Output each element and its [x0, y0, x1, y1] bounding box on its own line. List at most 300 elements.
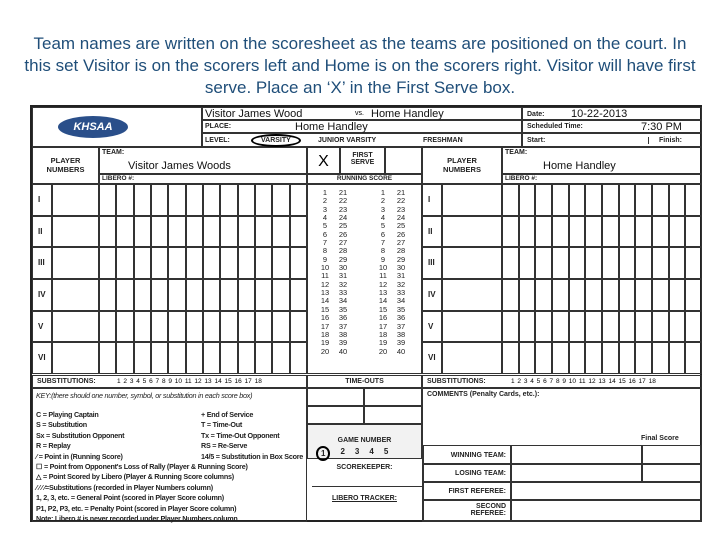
score-box[interactable] — [186, 216, 203, 248]
score-box[interactable] — [602, 279, 619, 311]
key-line: C = Playing Captain — [36, 410, 99, 419]
score-box[interactable] — [652, 342, 669, 374]
score-box[interactable] — [151, 279, 168, 311]
running-score-number[interactable]: 7 — [380, 238, 386, 248]
score-box[interactable] — [585, 216, 602, 248]
score-box[interactable] — [669, 311, 686, 343]
running-score-number[interactable]: 21 — [338, 188, 348, 197]
score-box[interactable] — [519, 184, 536, 216]
game-number-label: GAME NUMBER — [337, 437, 392, 444]
score-box[interactable] — [635, 216, 652, 248]
score-box[interactable] — [685, 247, 702, 279]
right-rotation-II: II — [422, 216, 442, 248]
score-box[interactable] — [116, 184, 133, 216]
first-referee-field[interactable] — [511, 482, 701, 500]
score-box[interactable] — [552, 342, 569, 374]
running-score-number[interactable]: 24 — [338, 213, 348, 223]
score-box[interactable] — [290, 216, 307, 248]
level-freshman[interactable]: FRESHMAN — [423, 137, 463, 144]
running-score-number[interactable]: 29 — [396, 254, 406, 264]
running-score-number[interactable]: 38 — [396, 329, 406, 339]
scheduled-time-value[interactable]: 7:30 PM — [641, 121, 682, 133]
score-box[interactable] — [535, 279, 552, 311]
right-player-number-cell[interactable] — [442, 342, 502, 374]
running-score-number[interactable]: 40 — [338, 346, 348, 356]
score-box[interactable] — [99, 311, 116, 343]
place-row — [202, 120, 522, 133]
score-box[interactable] — [186, 342, 203, 374]
score-box[interactable] — [134, 311, 151, 343]
running-score-number[interactable]: 18 — [378, 329, 388, 339]
score-box[interactable] — [272, 279, 289, 311]
running-score-number[interactable]: 2 — [322, 196, 328, 206]
score-box[interactable] — [502, 247, 519, 279]
running-score-number[interactable]: 16 — [320, 313, 330, 323]
first-serve-mark[interactable]: X — [307, 147, 340, 174]
score-box[interactable] — [186, 279, 203, 311]
left-player-number-cell[interactable] — [52, 184, 99, 216]
score-box[interactable] — [203, 216, 220, 248]
score-box[interactable] — [652, 184, 669, 216]
score-box[interactable] — [134, 342, 151, 374]
running-score-number[interactable]: 19 — [320, 338, 330, 348]
running-score-number[interactable]: 21 — [396, 188, 406, 197]
score-box[interactable] — [134, 247, 151, 279]
right-substitutions-row — [422, 375, 702, 388]
key-line: △ = Point Scored by Libero (Player & Running Score columns) — [36, 472, 234, 482]
level-junior-varsity[interactable]: JUNIOR VARSITY — [318, 137, 377, 144]
running-score-number[interactable]: 31 — [338, 271, 348, 281]
score-box[interactable] — [552, 216, 569, 248]
score-box[interactable] — [203, 342, 220, 374]
score-box[interactable] — [669, 247, 686, 279]
score-box[interactable] — [552, 279, 569, 311]
score-box[interactable] — [220, 342, 237, 374]
running-score-number[interactable]: 35 — [338, 304, 348, 314]
score-box[interactable] — [272, 184, 289, 216]
score-box[interactable] — [151, 247, 168, 279]
right-player-number-cell[interactable] — [442, 311, 502, 343]
running-score-number[interactable]: 34 — [396, 296, 406, 306]
running-score-number[interactable]: 38 — [338, 329, 348, 339]
left-team-name[interactable]: Visitor James Woods — [128, 160, 231, 172]
score-box[interactable] — [552, 311, 569, 343]
running-score-number[interactable]: 1 — [322, 188, 328, 197]
right-player-number-cell[interactable] — [442, 216, 502, 248]
running-score-number[interactable]: 13 — [378, 288, 388, 298]
score-box[interactable] — [134, 279, 151, 311]
score-box[interactable] — [585, 342, 602, 374]
left-player-number-cell[interactable] — [52, 279, 99, 311]
running-score-number[interactable]: 33 — [338, 288, 348, 298]
score-box[interactable] — [569, 247, 586, 279]
key-line: Sx = Substitution Opponent — [36, 430, 125, 440]
running-score-number[interactable]: 28 — [338, 246, 348, 256]
losing-score-field[interactable] — [642, 464, 701, 482]
running-score-number[interactable]: 36 — [338, 313, 348, 323]
running-score-number[interactable]: 17 — [320, 321, 330, 331]
key-right-line: 14/5 = Substitution in Box Score — [201, 451, 304, 461]
score-box[interactable] — [569, 311, 586, 343]
score-box[interactable] — [635, 279, 652, 311]
score-box[interactable] — [535, 184, 552, 216]
score-box[interactable] — [255, 184, 272, 216]
running-score-number[interactable]: 11 — [379, 271, 387, 281]
level-row — [202, 133, 522, 147]
score-box[interactable] — [652, 311, 669, 343]
first-serve-label: FIRST SERVE — [340, 147, 385, 174]
running-score-number[interactable]: 31 — [396, 271, 406, 281]
first-referee-label: FIRST REFEREE: — [423, 482, 511, 500]
running-score-number[interactable]: 8 — [380, 246, 386, 256]
score-box[interactable] — [151, 311, 168, 343]
right-running-score-column — [393, 189, 409, 356]
key-right-line: + End of Service — [201, 410, 254, 419]
timeouts-label: TIME-OUTS — [307, 375, 422, 388]
score-box[interactable] — [669, 279, 686, 311]
running-score-number[interactable]: 3 — [322, 204, 328, 214]
running-score-number[interactable]: 2 — [380, 196, 386, 206]
score-box[interactable] — [238, 247, 255, 279]
score-box[interactable] — [635, 184, 652, 216]
losing-team-field[interactable] — [511, 464, 642, 482]
running-score-number[interactable]: 27 — [396, 238, 406, 248]
score-box[interactable] — [99, 247, 116, 279]
score-box[interactable] — [290, 184, 307, 216]
running-score-number[interactable]: 3 — [380, 204, 386, 214]
score-box[interactable] — [535, 311, 552, 343]
score-box[interactable] — [519, 342, 536, 374]
score-box[interactable] — [272, 216, 289, 248]
score-box[interactable] — [186, 247, 203, 279]
score-box[interactable] — [203, 279, 220, 311]
score-box[interactable] — [238, 311, 255, 343]
score-box[interactable] — [272, 247, 289, 279]
score-box[interactable] — [168, 279, 185, 311]
right-player-number-cell[interactable] — [442, 247, 502, 279]
running-score-number[interactable]: 4 — [322, 213, 328, 223]
running-score-number[interactable]: 25 — [338, 221, 348, 231]
game-number-1-selected[interactable]: 1 — [316, 446, 330, 461]
level-label: LEVEL: — [205, 137, 230, 144]
running-score-number[interactable]: 13 — [320, 288, 330, 298]
right-player-number-cell[interactable] — [442, 279, 502, 311]
score-box[interactable] — [290, 279, 307, 311]
score-box[interactable] — [652, 279, 669, 311]
right-rotation-V: V — [422, 311, 442, 343]
score-box[interactable] — [602, 247, 619, 279]
score-box[interactable] — [502, 279, 519, 311]
score-box[interactable] — [535, 216, 552, 248]
running-score-number[interactable]: 10 — [320, 263, 330, 273]
score-box[interactable] — [569, 279, 586, 311]
score-box[interactable] — [220, 279, 237, 311]
visitor-name: Visitor James Wood — [205, 108, 303, 120]
score-box[interactable] — [99, 342, 116, 374]
score-box[interactable] — [569, 184, 586, 216]
score-box[interactable] — [168, 311, 185, 343]
second-referee-field[interactable] — [511, 500, 701, 521]
score-box[interactable] — [535, 247, 552, 279]
score-box[interactable] — [685, 216, 702, 248]
running-score-number[interactable]: 9 — [380, 254, 386, 264]
score-box[interactable] — [255, 279, 272, 311]
score-box[interactable] — [116, 342, 133, 374]
score-box[interactable] — [585, 247, 602, 279]
score-box[interactable] — [685, 279, 702, 311]
score-box[interactable] — [220, 184, 237, 216]
running-score-number[interactable]: 11 — [321, 271, 329, 281]
score-box[interactable] — [635, 247, 652, 279]
score-box[interactable] — [602, 184, 619, 216]
running-score-number[interactable]: 39 — [396, 338, 406, 348]
score-box[interactable] — [552, 184, 569, 216]
running-score-number[interactable]: 5 — [380, 221, 386, 231]
running-score-number[interactable]: 23 — [396, 204, 406, 214]
score-box[interactable] — [99, 279, 116, 311]
score-box[interactable] — [652, 247, 669, 279]
score-box[interactable] — [134, 216, 151, 248]
timeout-box[interactable] — [307, 388, 364, 406]
running-score-number[interactable]: 37 — [338, 321, 348, 331]
running-score-number[interactable]: 10 — [378, 263, 388, 273]
score-box[interactable] — [238, 279, 255, 311]
running-score-number[interactable]: 23 — [338, 204, 348, 214]
running-score-number[interactable]: 6 — [380, 229, 386, 239]
score-box[interactable] — [619, 216, 636, 248]
running-score-number[interactable]: 28 — [396, 246, 406, 256]
running-score-number[interactable]: 22 — [338, 196, 348, 206]
running-score-number[interactable]: 34 — [338, 296, 348, 306]
score-box[interactable] — [168, 184, 185, 216]
start-finish-row — [522, 133, 702, 147]
score-box[interactable] — [635, 311, 652, 343]
score-box[interactable] — [290, 247, 307, 279]
level-varsity-selected[interactable]: VARSITY — [251, 134, 301, 147]
game-number-box — [307, 424, 422, 459]
score-box[interactable] — [502, 216, 519, 248]
score-box[interactable] — [168, 247, 185, 279]
score-box[interactable] — [552, 247, 569, 279]
right-substitutions-label: SUBSTITUTIONS: — [427, 378, 486, 385]
running-score-number[interactable]: 15 — [320, 304, 330, 314]
game-number-2[interactable]: 2 — [340, 447, 345, 456]
score-box[interactable] — [238, 184, 255, 216]
score-box[interactable] — [116, 311, 133, 343]
score-box[interactable] — [168, 216, 185, 248]
timeout-box[interactable] — [307, 406, 364, 424]
score-box[interactable] — [619, 247, 636, 279]
score-box[interactable] — [535, 342, 552, 374]
left-libero-label: LIBERO #: — [99, 174, 307, 184]
score-box[interactable] — [519, 216, 536, 248]
score-box[interactable] — [502, 311, 519, 343]
score-box[interactable] — [203, 311, 220, 343]
score-box[interactable] — [519, 279, 536, 311]
score-box[interactable] — [502, 342, 519, 374]
score-box[interactable] — [220, 311, 237, 343]
score-box[interactable] — [685, 184, 702, 216]
score-box[interactable] — [186, 184, 203, 216]
right-player-number-cell[interactable] — [442, 184, 502, 216]
score-box[interactable] — [255, 216, 272, 248]
score-box[interactable] — [619, 342, 636, 374]
score-box[interactable] — [685, 342, 702, 374]
score-box[interactable] — [635, 342, 652, 374]
score-box[interactable] — [151, 216, 168, 248]
score-box[interactable] — [669, 216, 686, 248]
score-box[interactable] — [186, 311, 203, 343]
score-box[interactable] — [602, 216, 619, 248]
running-score-number[interactable]: 5 — [322, 221, 328, 231]
running-score-number[interactable]: 33 — [396, 288, 406, 298]
game-number-5[interactable]: 5 — [383, 447, 389, 456]
running-score-number[interactable]: 20 — [378, 346, 388, 356]
running-score-number[interactable]: 7 — [322, 238, 328, 248]
score-box[interactable] — [685, 311, 702, 343]
score-box[interactable] — [585, 311, 602, 343]
score-box[interactable] — [619, 311, 636, 343]
score-box[interactable] — [134, 184, 151, 216]
score-box[interactable] — [272, 311, 289, 343]
running-score-number[interactable]: 14 — [320, 296, 330, 306]
score-box[interactable] — [116, 247, 133, 279]
score-box[interactable] — [220, 216, 237, 248]
running-score-number[interactable]: 26 — [396, 229, 406, 239]
score-box[interactable] — [220, 247, 237, 279]
running-score-number[interactable]: 20 — [320, 346, 330, 356]
place-value[interactable]: Home Handley — [295, 121, 368, 133]
score-box[interactable] — [151, 342, 168, 374]
winning-score-field[interactable] — [642, 445, 701, 464]
timeout-box[interactable] — [364, 388, 422, 406]
score-box[interactable] — [151, 184, 168, 216]
score-box[interactable] — [519, 247, 536, 279]
running-score-number[interactable]: 4 — [380, 213, 386, 223]
score-box[interactable] — [272, 342, 289, 374]
running-score-number[interactable]: 6 — [322, 229, 328, 239]
running-score-number[interactable]: 18 — [320, 329, 330, 339]
running-score-number[interactable]: 32 — [338, 279, 348, 289]
score-box[interactable] — [116, 216, 133, 248]
running-score-number[interactable]: 40 — [396, 346, 406, 356]
first-serve-right-box[interactable] — [385, 147, 422, 174]
winning-team-field[interactable] — [511, 445, 642, 464]
score-box[interactable] — [502, 184, 519, 216]
comments-label: COMMENTS (Penalty Cards, etc.): — [427, 391, 540, 398]
running-score-number[interactable]: 30 — [338, 263, 348, 273]
running-score-number[interactable]: 1 — [380, 188, 386, 197]
score-box[interactable] — [203, 184, 220, 216]
left-player-number-cell[interactable] — [52, 342, 99, 374]
running-score-number[interactable]: 15 — [378, 304, 388, 314]
score-box[interactable] — [168, 342, 185, 374]
score-box[interactable] — [569, 216, 586, 248]
score-box[interactable] — [255, 311, 272, 343]
score-box[interactable] — [619, 279, 636, 311]
right-rotation-I: I — [422, 184, 442, 216]
running-score-number[interactable]: 32 — [396, 279, 406, 289]
right-rotation-III: III — [422, 247, 442, 279]
running-score-number[interactable]: 36 — [396, 313, 406, 323]
date-value[interactable]: 10-22-2013 — [571, 108, 628, 120]
left-player-number-cell[interactable] — [52, 247, 99, 279]
running-score-number[interactable]: 27 — [338, 238, 348, 248]
left-substitutions-numbers: 1 2 3 4 5 6 7 8 9 10 11 12 13 14 15 16 17 18 — [117, 378, 262, 385]
score-box[interactable] — [255, 247, 272, 279]
running-score-number[interactable]: 39 — [338, 338, 348, 348]
scheduled-time-label: Scheduled Time: — [527, 123, 583, 130]
timeout-box[interactable] — [364, 406, 422, 424]
score-box[interactable] — [652, 216, 669, 248]
running-score-number[interactable]: 16 — [378, 313, 388, 323]
scorekeeper-label: SCOREKEEPER: — [336, 464, 393, 471]
score-box[interactable] — [290, 342, 307, 374]
score-box[interactable] — [203, 247, 220, 279]
right-team-name[interactable]: Home Handley — [543, 160, 616, 172]
running-score-number[interactable]: 8 — [322, 246, 328, 256]
score-box[interactable] — [238, 342, 255, 374]
running-score-number[interactable]: 24 — [396, 213, 406, 223]
running-score-number[interactable]: 30 — [396, 263, 406, 273]
score-box[interactable] — [669, 184, 686, 216]
running-score-number[interactable]: 29 — [338, 254, 348, 264]
finish-label: Finish: — [648, 137, 682, 144]
right-player-numbers-header: PLAYER NUMBERS — [422, 147, 502, 184]
slide-caption: Team names are written on the scoresheet as the teams are positioned on the court. In this set Visitor is on the scorers left and Home is on the scorers right. Visitor will have first serve. Place an ‘X’ in the First Serve box. — [24, 34, 696, 97]
left-player-number-cell[interactable] — [52, 216, 99, 248]
running-score-number[interactable]: 12 — [320, 279, 330, 289]
key-right-line: Tx = Time-Out Opponent — [201, 430, 280, 440]
running-score-number[interactable]: 37 — [396, 321, 406, 331]
score-box[interactable] — [255, 342, 272, 374]
game-number-3[interactable]: 3 — [354, 447, 360, 456]
running-score-number[interactable]: 9 — [322, 254, 328, 264]
left-running-score-column — [335, 189, 351, 356]
running-score-number[interactable]: 25 — [396, 221, 406, 231]
score-box[interactable] — [619, 184, 636, 216]
score-box[interactable] — [669, 342, 686, 374]
start-label: Start: — [527, 137, 546, 144]
score-box[interactable] — [99, 184, 116, 216]
score-box[interactable] — [116, 279, 133, 311]
left-substitutions-row — [32, 375, 307, 388]
left-player-number-cell[interactable] — [52, 311, 99, 343]
score-box[interactable] — [519, 311, 536, 343]
running-score-number[interactable]: 17 — [378, 321, 388, 331]
score-box[interactable] — [99, 216, 116, 248]
score-box[interactable] — [602, 342, 619, 374]
running-score-number[interactable]: 22 — [396, 196, 406, 206]
running-score-number[interactable]: 19 — [378, 338, 388, 348]
score-box[interactable] — [585, 184, 602, 216]
score-box[interactable] — [238, 216, 255, 248]
score-box[interactable] — [569, 342, 586, 374]
running-score-number[interactable]: 12 — [378, 279, 388, 289]
score-box[interactable] — [585, 279, 602, 311]
score-box[interactable] — [602, 311, 619, 343]
score-box[interactable] — [290, 311, 307, 343]
khsaa-logo: KHSAA — [58, 116, 128, 138]
second-referee-label: SECOND REFEREE: — [423, 500, 511, 521]
running-score-number[interactable]: 14 — [378, 296, 388, 306]
running-score-number[interactable]: 35 — [396, 304, 406, 314]
game-number-4[interactable]: 4 — [369, 447, 374, 456]
key-line: ⁄ ⁄ ⁄ ⁄=Substitutions (recorded in Player Numbers column) — [36, 482, 213, 492]
left-player-numbers-header: PLAYER NUMBERS — [32, 147, 99, 184]
scorekeeper-line[interactable] — [312, 486, 422, 487]
running-score-number[interactable]: 26 — [338, 229, 348, 239]
